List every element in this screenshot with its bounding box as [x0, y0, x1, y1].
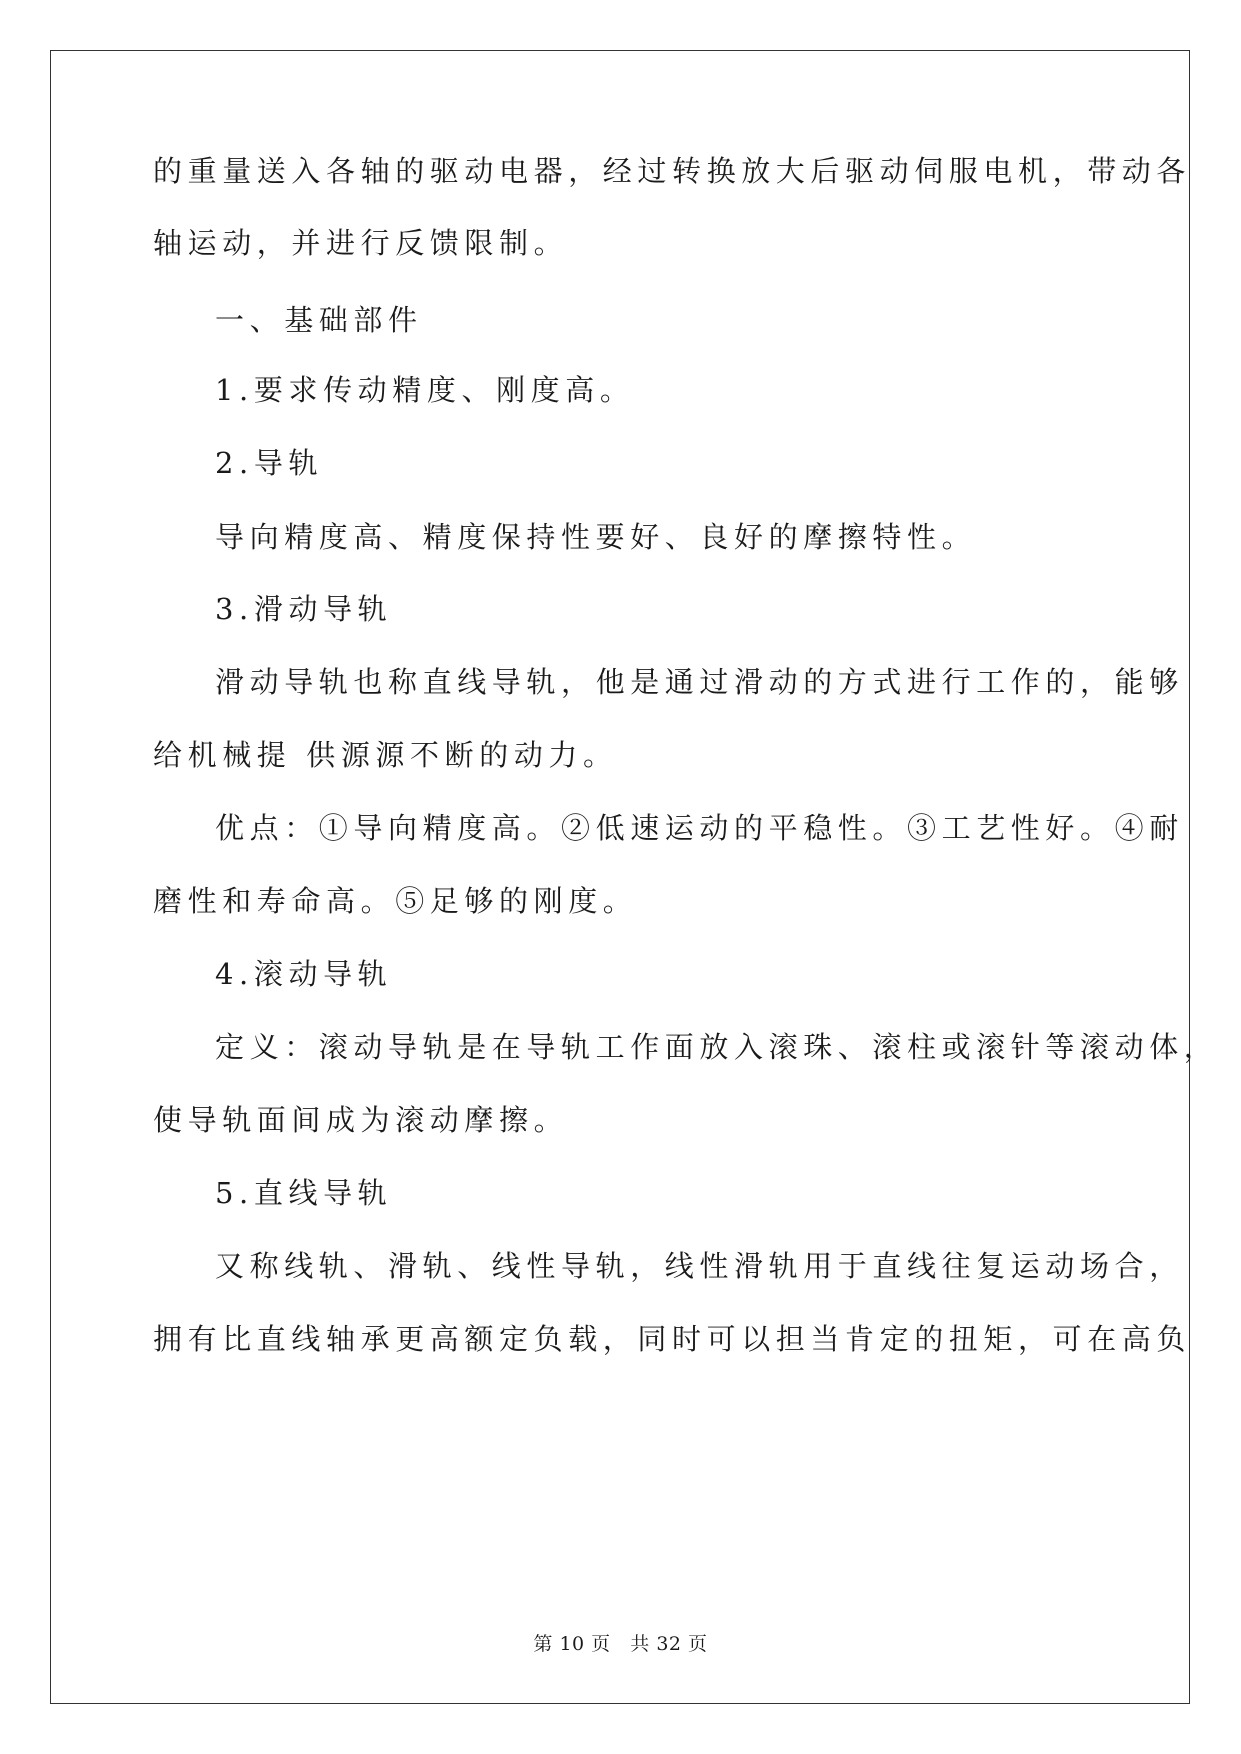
paragraph-line: 优点：①导向精度高。②低速运动的平稳性。③工艺性好。④耐	[215, 811, 1184, 845]
list-item: 1.要求传动精度、刚度高。	[215, 373, 635, 407]
paragraph-line: 轴运动，并进行反馈限制。	[153, 226, 569, 260]
list-item: 5.直线导轨	[215, 1176, 393, 1210]
list-item: 4.滚动导轨	[215, 957, 393, 991]
paragraph-line: 导向精度高、精度保持性要好、良好的摩擦特性。	[215, 520, 977, 554]
page-number-label: 第 10 页 共 32 页	[533, 1633, 708, 1655]
paragraph-line: 定义：滚动导轨是在导轨工作面放入滚珠、滚柱或滚针等滚动体，	[215, 1030, 1219, 1064]
paragraph-line: 又称线轨、滑轨、线性导轨，线性滑轨用于直线往复运动场合，	[215, 1249, 1184, 1283]
paragraph-line: 磨性和寿命高。⑤足够的刚度。	[153, 884, 638, 918]
section-heading: 一、基础部件	[215, 303, 423, 337]
list-item: 3.滑动导轨	[215, 592, 393, 626]
paragraph-line: 使导轨面间成为滚动摩擦。	[153, 1103, 569, 1137]
paragraph-line: 滑动导轨也称直线导轨，他是通过滑动的方式进行工作的，能够	[215, 665, 1184, 699]
paragraph-line: 的重量送入各轴的驱动电器，经过转换放大后驱动伺服电机，带动各	[153, 154, 1192, 188]
page-footer	[0, 1631, 1241, 1657]
page-border	[50, 50, 1190, 1704]
paragraph-line: 给机械提 供源源不断的动力。	[153, 738, 618, 772]
paragraph-line: 拥有比直线轴承更高额定负载，同时可以担当肯定的扭矩，可在高负	[153, 1322, 1192, 1356]
list-item: 2.导轨	[215, 446, 324, 480]
